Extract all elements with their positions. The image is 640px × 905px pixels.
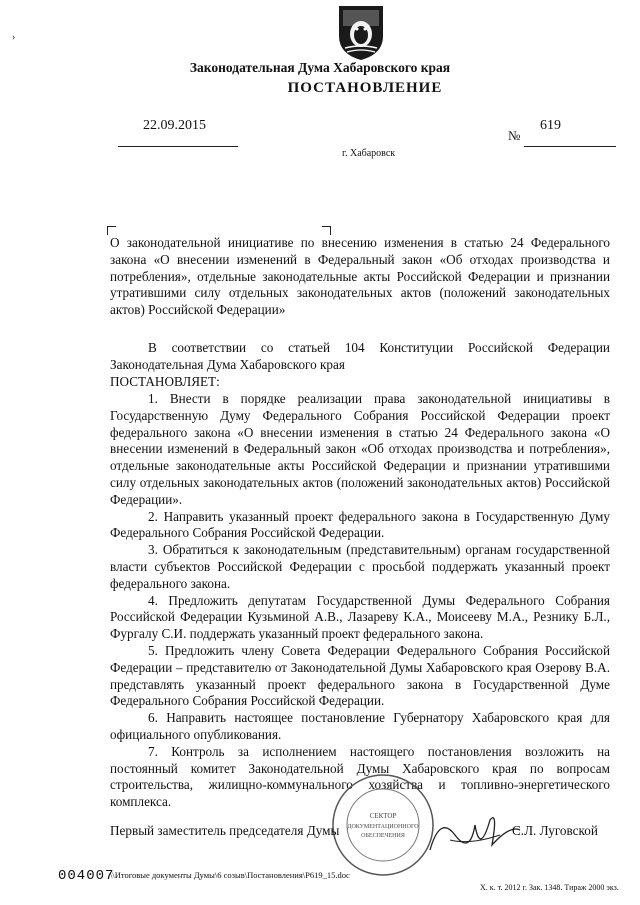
organization-name: Законодательная Дума Хабаровского края [189,60,451,75]
resolution-item: 5. Предложить члену Совета Федерации Федерального Собрания Российской Федерации – представителю от Законодательной Думы Хабаровского края Озерову В.А. представлять указанный проект федерального закона в Государственной Думе Федерального Собрания Российской Федерации. [110,642,610,709]
resolves-heading: ПОСТАНОВЛЯЕТ: [110,373,220,389]
number-sign: № [508,128,521,143]
resolution-item: 2. Направить указанный проект федерального закона в Государственную Думу Федерального Собрания Российской Федерации. [110,508,610,541]
document-date: 22.09.2015 [143,118,206,133]
signatory-name: С.Л. Луговской [512,823,598,838]
city: г. Хабаровск [342,148,396,159]
resolution-item: 4. Предложить депутатам Государственной Думы Федерального Собрания Российской Федерации Кузьминой А.В., Лазареву К.А., Моисееву М.А., Резнику Б.Л., Фургалу С.И. поддержать указанный проект федерального закона. [110,592,610,642]
footer-file-path: \\Итоговые документы Думы\6 созыв\Постановления\Р619_15.doc [110,870,350,880]
stamp-line2: ДОКУМЕНТАЦИОННОГО [347,824,419,830]
document-title: О законодательной инициативе по внесению изменения в статью 24 Федерального закона «О внесении изменений в Федеральный закон «Об отходах производства и потребления», отдельные законодательные акты Российской Федерации и признании утратившими силу отдельных законодательных актов (положений законодательных актов) Российской Федерации» [110,235,610,318]
document-type: ПОСТАНОВЛЕНИЕ [287,80,443,96]
date-underline [118,146,238,147]
title-corner-left [107,226,116,235]
resolution-item: 7. Контроль за исполнением настоящего постановления возложить на постоянный комитет Законодательной Думы Хабаровского края по вопросам строительства, жилищно-коммунального хозяйства и топливно-энергетического комплекса. [110,743,610,810]
coat-of-arms-icon [335,2,387,62]
stamp-line3: ОБЕСПЕЧЕНИЯ [361,833,405,839]
stamp-line1: СЕКТОР [369,812,397,820]
footer-code: 004007 [58,868,115,884]
resolution-item: 6. Направить настоящее постановление Губернатору Хабаровского края для официального опубликования. [110,710,610,742]
preamble-text: В соответствии со статьей 104 Конституции Российской Федерации Законодательная Дума Хабаровского края [110,340,610,372]
title-corner-right [322,226,331,235]
footer-print-info: Х. к. т. 2012 г. Зак. 1348. Тираж 2000 экз. [480,883,619,892]
scan-mark: › [12,32,16,43]
resolution-item: 3. Обратиться к законодательным (представительным) органам государственной власти субъектов Российской Федерации с просьбой поддержать указанный проект федерального закона. [110,542,610,591]
document-number: 619 [540,118,561,133]
resolution-item: 1. Внести в порядке реализации права законодательной инициативы в Государственную Думу Федерального Собрания Российской Федерации проект федерального закона «О внесении изменения в статью 24 Федерального закона «О внесении изменений в Федеральный закон «Об отходах производства и потребления», отдельные законодательные акты Российской Федерации и признании утратившими силу отдельных законодательных актов (положений законодательных актов) Российской Федерации». [110,391,610,507]
number-underline [524,146,616,147]
signatory-position: Первый заместитель председателя Думы [110,823,340,838]
resolution-items [110,391,610,811]
preamble [110,340,610,390]
